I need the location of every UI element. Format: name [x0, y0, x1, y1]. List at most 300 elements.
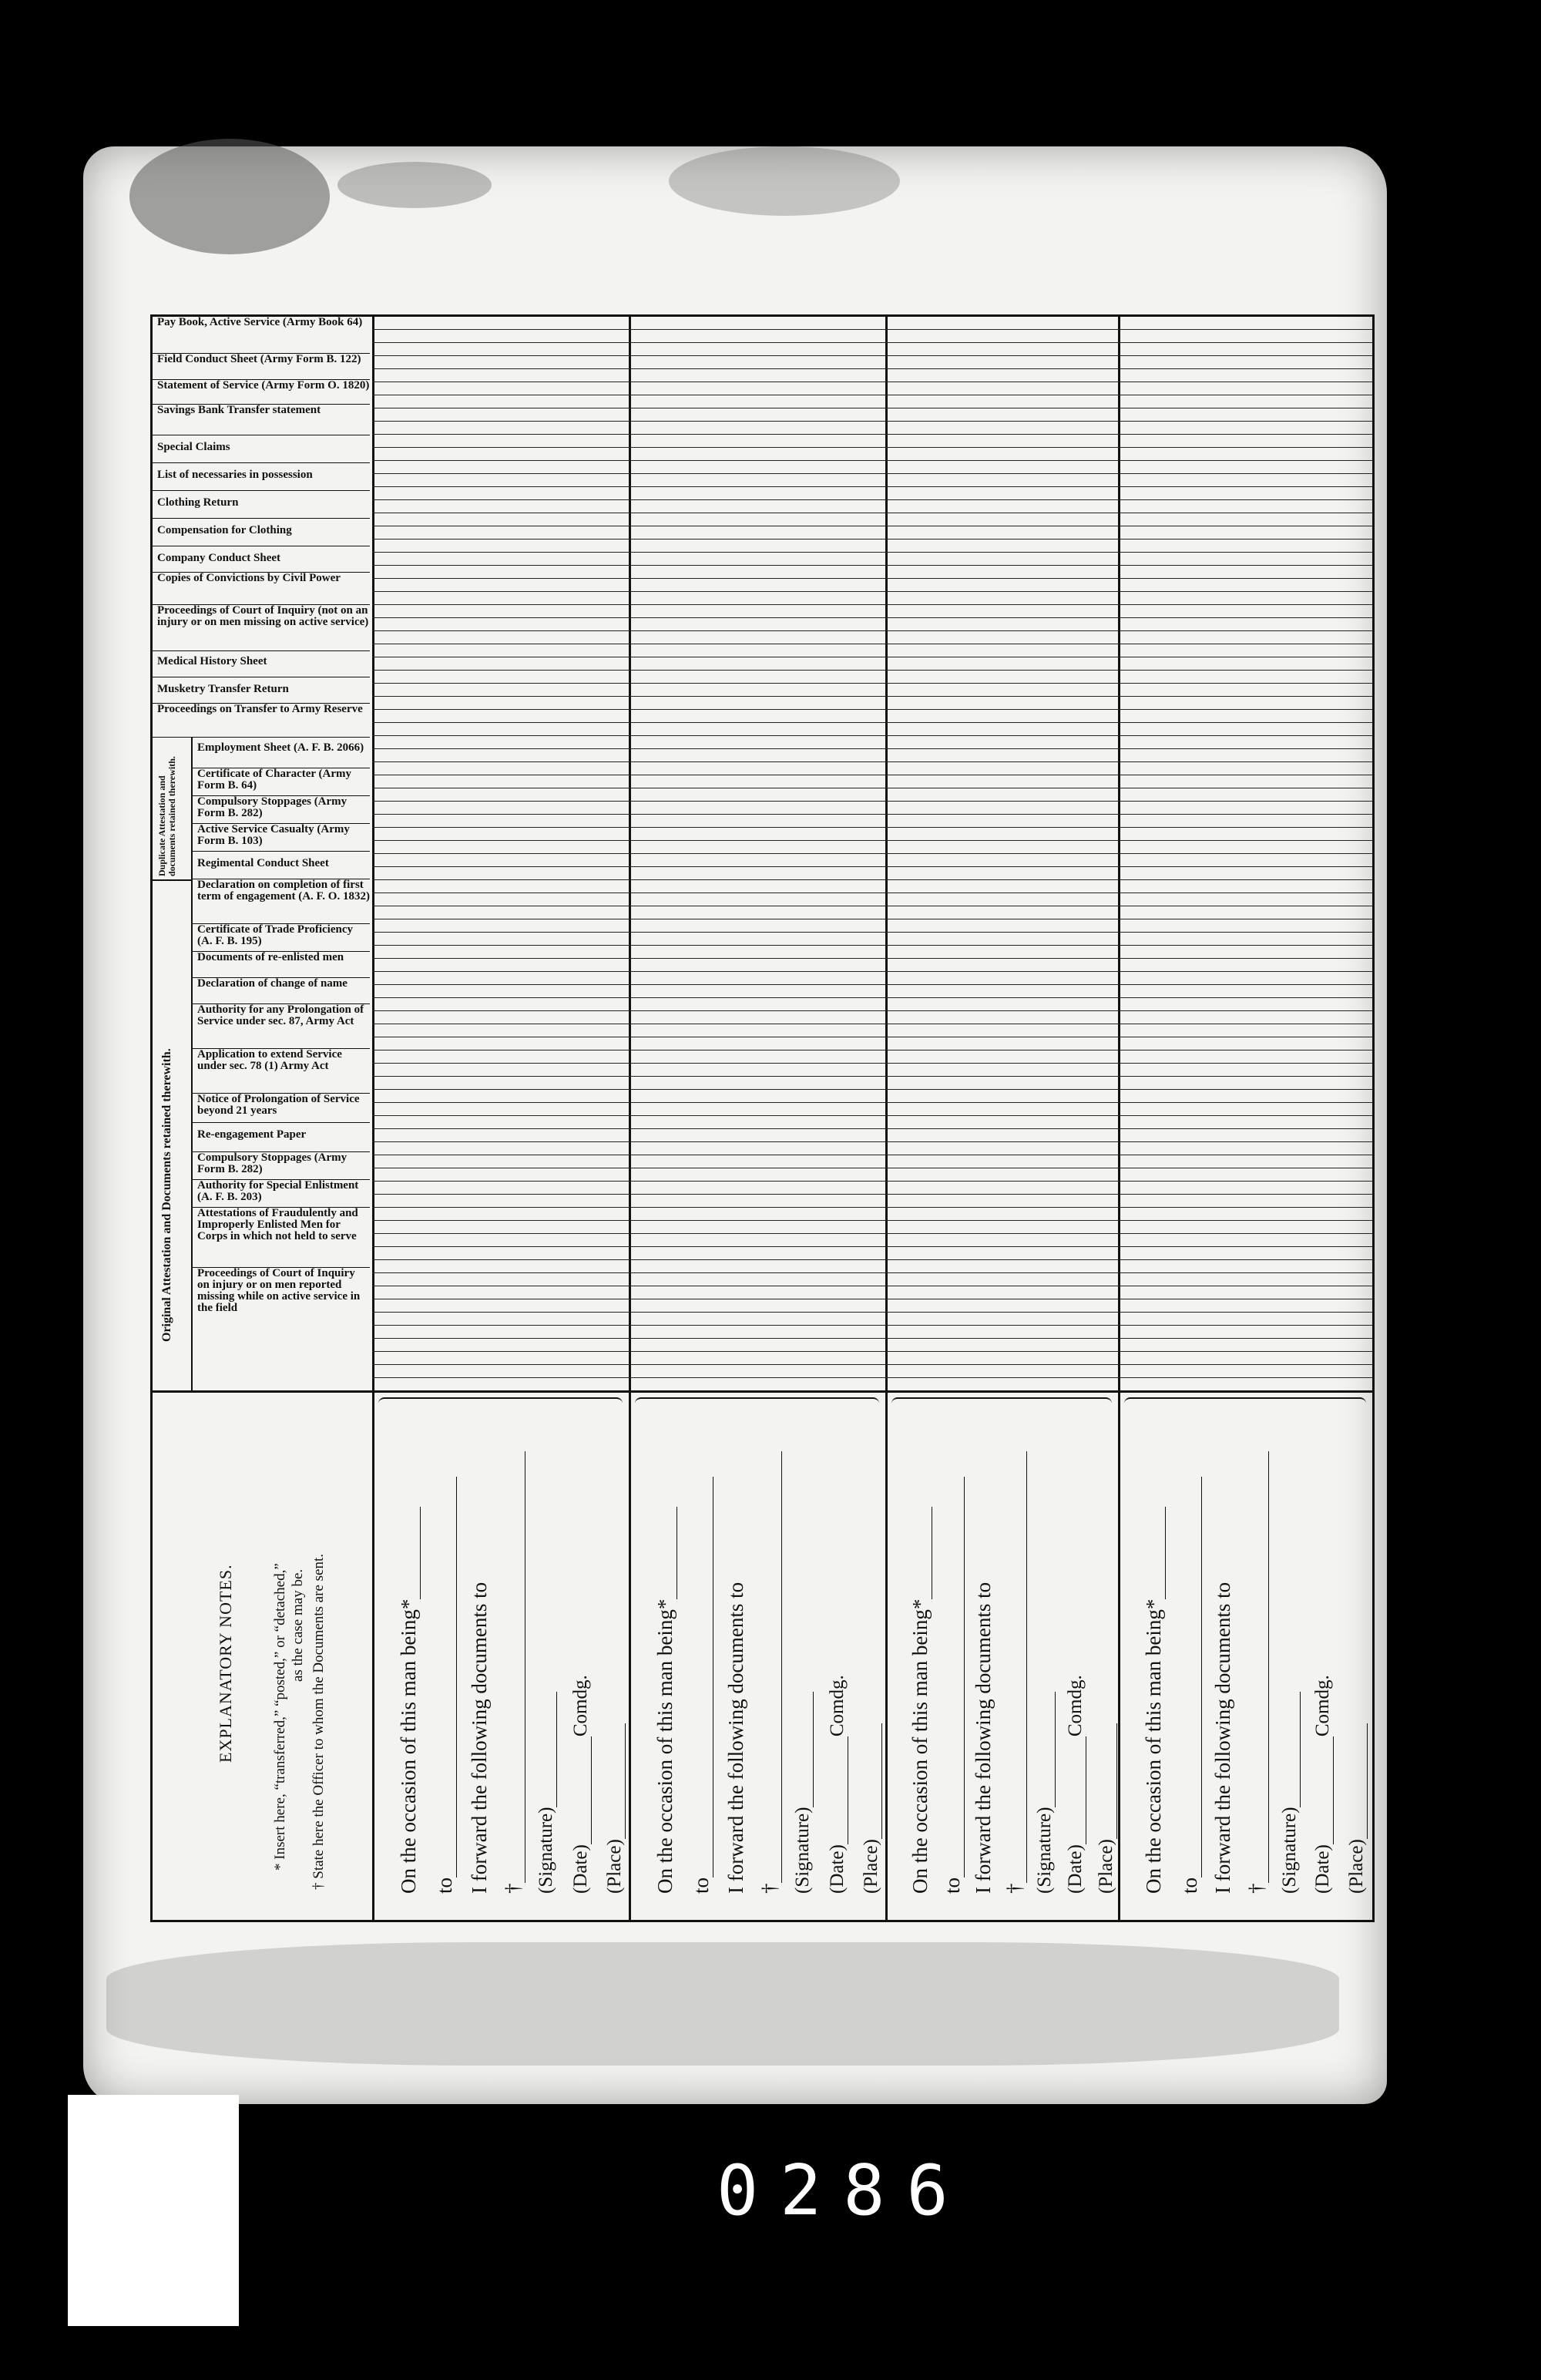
ruled-line	[885, 1063, 1118, 1064]
ruled-line	[372, 630, 629, 631]
explanatory-notes	[153, 1393, 374, 1922]
ruled-line	[1118, 591, 1372, 592]
ruled-line	[372, 761, 629, 762]
ruled-line	[885, 761, 1118, 762]
ruled-line	[629, 1351, 885, 1352]
doc-row: Field Conduct Sheet (Army Form B. 122)	[153, 354, 370, 380]
ruled-line	[372, 329, 629, 330]
doc-row: Proceedings of Court of Inquiry (not on an injury or on men missing on active service)	[153, 605, 370, 651]
ruled-line	[372, 840, 629, 841]
ruled-line	[629, 1338, 885, 1339]
ruled-line	[885, 1115, 1118, 1116]
ruled-line	[1118, 604, 1372, 605]
ruled-line	[372, 1312, 629, 1313]
ruled-line	[629, 683, 885, 684]
ruled-line	[1118, 1233, 1372, 1234]
certificate-block-1	[372, 1393, 631, 1922]
ruled-line	[629, 971, 885, 972]
fill-in-blank	[865, 1723, 882, 1839]
doc-row: Copies of Convictions by Civil Power	[153, 573, 370, 605]
certificate-signature-text: (Signature)	[1033, 1807, 1055, 1894]
ruled-line	[1118, 1246, 1372, 1247]
ruled-line	[372, 997, 629, 998]
certificate-dagger-text: †	[758, 1883, 781, 1894]
ruled-line	[1118, 1076, 1372, 1077]
ruled-line	[1118, 735, 1372, 736]
ruled-line	[1118, 1181, 1372, 1182]
ruled-line	[629, 1220, 885, 1221]
certificate-dagger-text: †	[1245, 1883, 1268, 1894]
ruled-line	[885, 683, 1118, 684]
certificate-date-line	[1312, 1675, 1334, 1894]
ruled-line	[1118, 630, 1372, 631]
ruled-line	[885, 670, 1118, 671]
ruled-line	[629, 827, 885, 828]
ruled-line	[629, 761, 885, 762]
ruled-line	[372, 473, 629, 474]
doc-row: Proceedings on Transfer to Army Reserve	[153, 704, 370, 738]
certificate-date-text: (Date)	[1064, 1844, 1086, 1894]
certificate-signature-line	[535, 1692, 557, 1894]
ruled-line	[1118, 840, 1372, 841]
ruled-line	[885, 565, 1118, 566]
ruled-line	[372, 1076, 629, 1077]
ruled-line	[372, 1141, 629, 1142]
certificate-dagger-text: †	[502, 1883, 525, 1894]
ruled-line	[629, 1102, 885, 1103]
ruled-line	[1118, 1102, 1372, 1103]
ruled-line	[372, 1089, 629, 1090]
ruled-line	[885, 709, 1118, 710]
ruled-line	[885, 355, 1118, 356]
certificate-block-2	[629, 1393, 888, 1922]
ruled-line	[629, 473, 885, 474]
ruled-line	[1118, 1377, 1372, 1378]
doc-row: Proceedings of Court of Inquiry on injury or on men reported missing while on active service in the field	[197, 1268, 361, 1314]
fill-in-blank	[796, 1692, 814, 1807]
certificate-occasion-text: On the occasion of this man being*	[653, 1598, 676, 1894]
ruled-line	[885, 1338, 1118, 1339]
ruled-line	[1118, 1194, 1372, 1195]
ruled-line	[629, 1194, 885, 1195]
ruled-line	[629, 1207, 885, 1208]
certificate-forward-line	[724, 1582, 748, 1894]
ruled-line	[1118, 1312, 1372, 1313]
ruled-line	[629, 1076, 885, 1077]
fill-in-blank	[508, 1452, 525, 1884]
ruled-line	[372, 1325, 629, 1326]
ruled-line	[629, 604, 885, 605]
ruled-line	[885, 840, 1118, 841]
ruled-line	[372, 984, 629, 985]
brace-line	[891, 1397, 1112, 1407]
ruled-line	[372, 1246, 629, 1247]
ruled-line	[629, 866, 885, 867]
ruled-line	[629, 853, 885, 854]
ruled-line	[885, 1272, 1118, 1273]
ruled-line	[885, 696, 1118, 697]
certificate-dagger-line	[502, 1452, 525, 1894]
ruled-line	[1118, 1272, 1372, 1273]
ruled-line	[629, 342, 885, 343]
certificate-section	[153, 1390, 1372, 1922]
ruled-line	[885, 748, 1118, 749]
certificate-to-text: to	[433, 1877, 457, 1894]
notes-heading: EXPLANATORY NOTES.	[216, 1564, 235, 1763]
original-attestation-group	[153, 879, 193, 1390]
certificate-date-text: (Date)	[569, 1844, 591, 1894]
ruled-line	[885, 1010, 1118, 1011]
ruled-line	[885, 827, 1118, 828]
ruled-line	[629, 709, 885, 710]
ruled-line	[372, 971, 629, 972]
ruled-line	[1118, 814, 1372, 815]
ruled-line	[629, 984, 885, 985]
ruled-line	[372, 879, 629, 880]
ruled-line	[1118, 1351, 1372, 1352]
ruled-line	[1118, 1010, 1372, 1011]
ruled-line	[885, 971, 1118, 972]
certificate-place-line	[861, 1723, 882, 1894]
ruled-line	[1118, 1115, 1372, 1116]
documents-grid	[153, 317, 1372, 1390]
ruled-line	[629, 355, 885, 356]
certificate-place-line	[1096, 1723, 1117, 1894]
ruled-line	[885, 801, 1118, 802]
ruled-line	[1118, 355, 1372, 356]
fill-in-blank	[831, 1736, 848, 1844]
ruled-line	[885, 1207, 1118, 1208]
notes-line-1: * Insert here, “transferred,” “posted,” or “detached,”	[272, 1563, 288, 1871]
ruled-line	[629, 1312, 885, 1313]
certificate-to-line	[433, 1477, 457, 1894]
ruled-line	[372, 709, 629, 710]
ruled-line	[372, 827, 629, 828]
ruled-line	[372, 866, 629, 867]
brace-line	[1124, 1397, 1366, 1407]
ruled-line	[629, 1141, 885, 1142]
fill-in-blank	[608, 1723, 626, 1839]
certificate-comdg-text: Comdg.	[826, 1675, 848, 1737]
doc-row: Authority for Special Enlistment (A. F. B. 203)	[193, 1180, 370, 1208]
doc-row: Notice of Prolongation of Service beyond 21 years	[193, 1094, 370, 1123]
ruled-line	[372, 342, 629, 343]
entry-column	[629, 317, 888, 1390]
ruled-line	[629, 814, 885, 815]
ruled-line	[629, 1233, 885, 1234]
certificate-signature-text: (Signature)	[1278, 1807, 1300, 1894]
certificate-comdg-text: Comdg.	[1064, 1675, 1086, 1737]
fill-in-blank	[1316, 1736, 1334, 1844]
doc-row: Active Service Casualty (Army Form B. 103)	[193, 824, 370, 852]
ruled-line	[885, 342, 1118, 343]
paper-stain	[669, 146, 900, 216]
certificate-occasion-line	[653, 1507, 677, 1894]
ruled-line	[1118, 565, 1372, 566]
certificate-occasion-line	[397, 1507, 421, 1894]
ruled-line	[372, 1194, 629, 1195]
ruled-line	[1118, 853, 1372, 854]
ruled-line	[1118, 473, 1372, 474]
ruled-line	[1118, 879, 1372, 880]
ruled-line	[885, 1181, 1118, 1182]
ruled-line	[1118, 342, 1372, 343]
ruled-line	[629, 591, 885, 592]
ruled-line	[885, 735, 1118, 736]
certificate-to-text: to	[941, 1877, 965, 1894]
ruled-line	[372, 722, 629, 723]
ruled-line	[629, 1010, 885, 1011]
document-labels-column	[153, 317, 374, 1390]
ruled-line	[885, 1233, 1118, 1234]
ruled-line	[1118, 971, 1372, 972]
ruled-line	[629, 460, 885, 461]
doc-row: Compulsory Stoppages (Army Form B. 282)	[193, 796, 370, 824]
ruled-line	[629, 486, 885, 487]
ruled-line	[372, 1233, 629, 1234]
certificate-place-text: (Place)	[1345, 1839, 1367, 1894]
certificate-forward-line	[972, 1582, 995, 1894]
original-group-label: Original Attestation and Documents retained therewith.	[160, 1048, 173, 1342]
ruled-line	[885, 1377, 1118, 1378]
certificate-occasion-text: On the occasion of this man being*	[396, 1598, 420, 1894]
ruled-line	[629, 329, 885, 330]
ruled-line	[885, 1089, 1118, 1090]
certificate-to-line	[941, 1477, 965, 1894]
ruled-line	[372, 814, 629, 815]
doc-row: Application to extend Service under sec. 78 (1) Army Act	[193, 1049, 370, 1094]
notes-line-2: as the case may be.	[290, 1568, 306, 1682]
fill-in-blank	[439, 1477, 457, 1877]
ruled-line	[885, 591, 1118, 592]
brace-line	[635, 1397, 879, 1407]
ruled-line	[885, 932, 1118, 933]
ruled-line	[372, 539, 629, 540]
ruled-line	[629, 932, 885, 933]
ruled-line	[1118, 617, 1372, 618]
certificate-to-text: to	[1177, 1877, 1201, 1894]
ruled-line	[372, 499, 629, 500]
ruled-line	[629, 499, 885, 500]
ruled-line	[885, 1076, 1118, 1077]
duplicate-group-label: Duplicate Attestation and documents retained therewith.	[156, 756, 177, 876]
ruled-line	[372, 748, 629, 749]
certificate-dagger-line	[1003, 1452, 1027, 1894]
certificate-date-text: (Date)	[826, 1844, 848, 1894]
ruled-line	[885, 447, 1118, 448]
ruled-line	[629, 1259, 885, 1260]
certificate-occasion-line	[1142, 1507, 1166, 1894]
ruled-line	[629, 368, 885, 369]
ruled-line	[885, 499, 1118, 500]
doc-row: Regimental Conduct Sheet	[193, 852, 370, 879]
certificate-place-line	[604, 1723, 626, 1894]
certificate-date-line	[1065, 1675, 1086, 1894]
ruled-line	[372, 368, 629, 369]
fill-in-blank	[1283, 1692, 1301, 1807]
certificate-dagger-line	[1245, 1452, 1269, 1894]
doc-row: Clothing Return	[153, 491, 370, 519]
ruled-line	[372, 1259, 629, 1260]
ruled-line	[372, 578, 629, 579]
certificate-dagger-line	[758, 1452, 782, 1894]
fill-in-blank	[764, 1452, 782, 1884]
ruled-line	[629, 1063, 885, 1064]
fill-in-blank	[1069, 1736, 1086, 1844]
ruled-line	[1118, 670, 1372, 671]
doc-row: Company Conduct Sheet	[153, 546, 370, 573]
entry-column	[885, 317, 1120, 1390]
certificate-to-text: to	[690, 1877, 713, 1894]
ruled-line	[1118, 1089, 1372, 1090]
ruled-line	[372, 1063, 629, 1064]
ruled-line	[1118, 683, 1372, 684]
ruled-line	[1118, 552, 1372, 553]
ruled-line	[1118, 486, 1372, 487]
doc-row: Re-engagement Paper	[193, 1123, 370, 1152]
doc-row: Employment Sheet (A. F. B. 2066)	[193, 738, 370, 768]
certificate-signature-line	[1034, 1692, 1056, 1894]
ruled-line	[1118, 932, 1372, 933]
certificate-place-text: (Place)	[604, 1839, 626, 1894]
ruled-line	[885, 604, 1118, 605]
ruled-line	[1118, 499, 1372, 500]
ruled-line	[885, 879, 1118, 880]
certificate-signature-line	[1279, 1692, 1301, 1894]
certificate-signature-text: (Signature)	[792, 1807, 814, 1894]
duplicate-attestation-group	[153, 738, 193, 881]
ruled-line	[372, 1338, 629, 1339]
certificate-comdg-text: Comdg.	[1312, 1675, 1334, 1737]
ruled-line	[372, 565, 629, 566]
ruled-line	[885, 1102, 1118, 1103]
ruled-line	[1118, 1259, 1372, 1260]
ruled-line	[629, 552, 885, 553]
ruled-line	[885, 368, 1118, 369]
ruled-line	[629, 1115, 885, 1116]
ruled-line	[372, 1128, 629, 1129]
ruled-line	[1118, 1207, 1372, 1208]
ruled-line	[1118, 761, 1372, 762]
ruled-line	[372, 853, 629, 854]
fill-in-blank	[947, 1477, 965, 1877]
ruled-line	[885, 892, 1118, 893]
ruled-line	[629, 1325, 885, 1326]
ruled-line	[885, 578, 1118, 579]
ruled-line	[885, 1141, 1118, 1142]
ruled-line	[885, 1194, 1118, 1195]
ruled-line	[1118, 827, 1372, 828]
ruled-line	[885, 630, 1118, 631]
ruled-line	[372, 1351, 629, 1352]
ruled-line	[372, 447, 629, 448]
ruled-line	[372, 1364, 629, 1365]
certificate-forward-text: I forward the following documents to	[1211, 1582, 1235, 1894]
ruled-line	[372, 1010, 629, 1011]
ruled-line	[629, 1089, 885, 1090]
ruled-line	[372, 552, 629, 553]
ruled-line	[629, 630, 885, 631]
ruled-line	[1118, 329, 1372, 330]
fill-in-blank	[403, 1507, 421, 1599]
certificate-forward-line	[1211, 1582, 1235, 1894]
ruled-line	[885, 1246, 1118, 1247]
ruled-line	[885, 539, 1118, 540]
ruled-line	[372, 932, 629, 933]
ruled-line	[1118, 892, 1372, 893]
ruled-line	[1118, 722, 1372, 723]
doc-row: Compensation for Clothing	[153, 519, 370, 546]
doc-row: Statement of Service (Army Form O. 1820)	[153, 380, 370, 405]
ruled-line	[1118, 539, 1372, 540]
certificate-forward-text: I forward the following documents to	[467, 1582, 491, 1894]
ruled-line	[372, 355, 629, 356]
ruled-line	[885, 473, 1118, 474]
ruled-line	[629, 892, 885, 893]
ruled-line	[885, 997, 1118, 998]
doc-row: Pay Book, Active Service (Army Book 64)	[153, 317, 370, 354]
ruled-line	[1118, 1325, 1372, 1326]
ruled-line	[885, 984, 1118, 985]
ruled-line	[372, 1181, 629, 1182]
ruled-line	[1118, 368, 1372, 369]
ruled-line	[1118, 866, 1372, 867]
certificate-block-3	[885, 1393, 1120, 1922]
ruled-line	[629, 578, 885, 579]
ruled-line	[1118, 801, 1372, 802]
film-marker	[68, 2095, 239, 2326]
ruled-line	[1118, 1338, 1372, 1339]
ruled-line	[885, 853, 1118, 854]
ruled-line	[629, 447, 885, 448]
ruled-line	[629, 945, 885, 946]
ruled-line	[629, 1128, 885, 1129]
ruled-line	[885, 329, 1118, 330]
ruled-line	[1118, 984, 1372, 985]
doc-row: Savings Bank Transfer statement	[153, 405, 370, 435]
certificate-place-text: (Place)	[1095, 1839, 1116, 1894]
ruled-line	[1118, 434, 1372, 435]
certificate-to-line	[690, 1477, 713, 1894]
ruled-line	[1118, 1220, 1372, 1221]
ruled-line	[629, 670, 885, 671]
ruled-line	[629, 696, 885, 697]
ruled-line	[885, 1220, 1118, 1221]
fill-in-blank	[1350, 1723, 1368, 1839]
ruled-line	[885, 421, 1118, 422]
ruled-line	[372, 945, 629, 946]
certificate-forward-text: I forward the following documents to	[972, 1582, 995, 1894]
fill-in-blank	[1148, 1507, 1166, 1599]
ruled-line	[1118, 958, 1372, 959]
ruled-line	[1118, 696, 1372, 697]
fill-in-blank	[1184, 1477, 1202, 1877]
ruled-line	[629, 722, 885, 723]
fill-in-blank	[1100, 1723, 1117, 1839]
fill-in-blank	[539, 1692, 557, 1807]
ruled-line	[885, 945, 1118, 946]
certificate-date-line	[570, 1675, 592, 1894]
ruled-line	[885, 958, 1118, 959]
certificate-place-line	[1346, 1723, 1368, 1894]
ruled-line	[1118, 748, 1372, 749]
doc-row: List of necessaries in possession	[153, 463, 370, 491]
fill-in-blank	[1251, 1452, 1269, 1884]
ruled-line	[629, 1181, 885, 1182]
doc-row: Musketry Transfer Return	[153, 677, 370, 704]
ruled-line	[629, 565, 885, 566]
ruled-line	[1118, 1141, 1372, 1142]
